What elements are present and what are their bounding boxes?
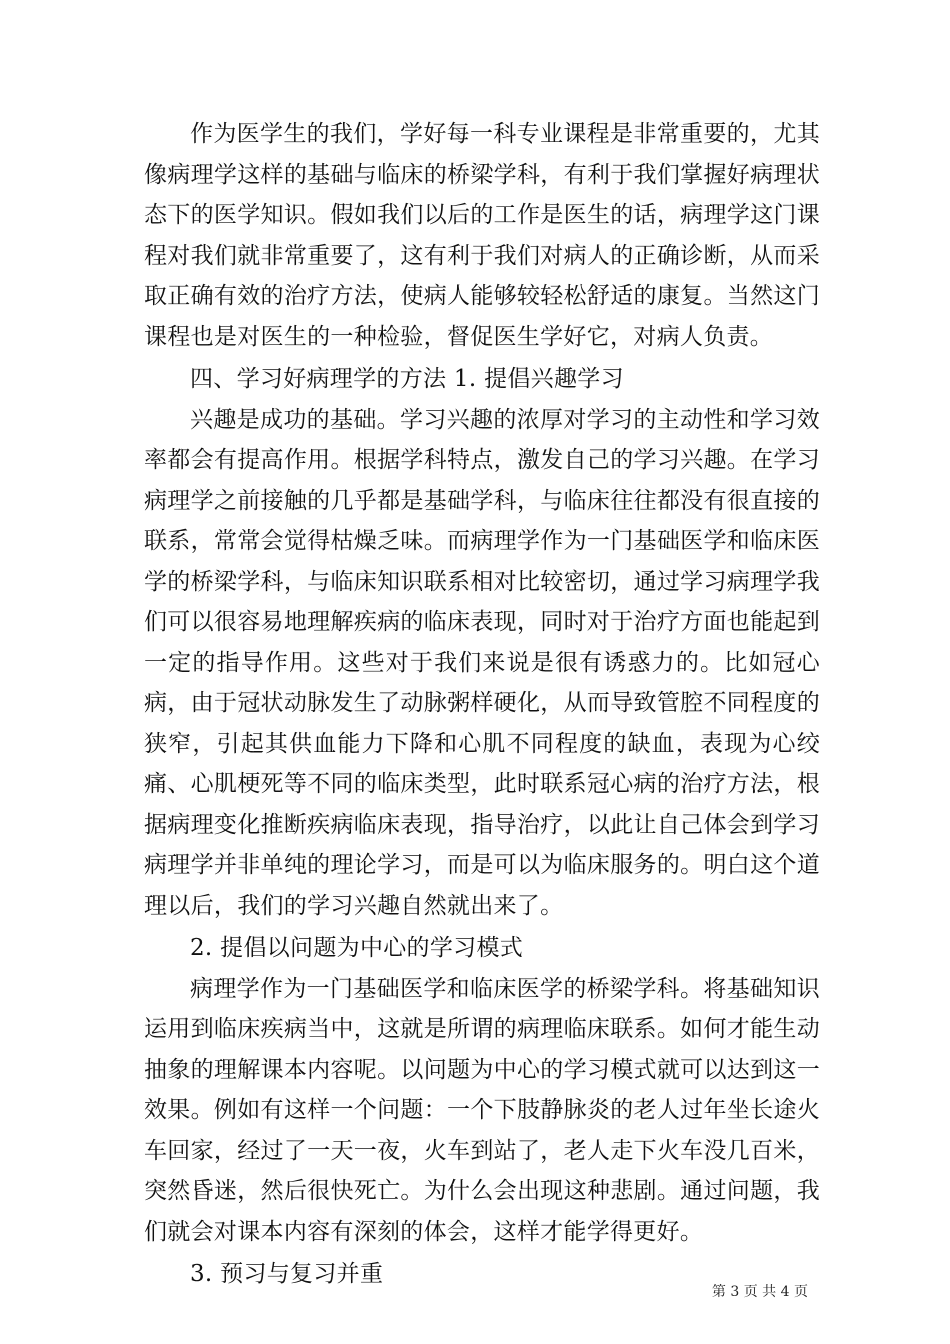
paragraph-intro: 作为医学生的我们，学好每一科专业课程是非常重要的，尤其像病理学这样的基础与临床的桥梁学科，有利于我们掌握好病理状态下的医学知识。假如我们以后的工作是医生的话，病理学这门课程对我们就非常重要了，这有利于我们对病人的正确诊断，从而采取正确有效的治疗方法，使病人能够较轻松舒适的康复。当然这门课程也是对医生的一种检验，督促医生学好它，对病人负责。 [144,121,820,350]
paragraph-interest: 兴趣是成功的基础。学习兴趣的浓厚对学习的主动性和学习效率都会有提高作用。根据学科特点，激发自己的学习兴趣。在学习病理学之前接触的几乎都是基础学科，与临床往往都没有很直接的联系，常常会觉得枯燥乏味。而病理学作为一门基础医学和临床医学的桥梁学科，与临床知识联系相对比较密切，通过学习病理学我们可以很容易地理解疾病的临床表现，同时对于治疗方面也能起到一定的指导作用。这些对于我们来说是很有诱惑力的。比如冠心病，由于冠状动脉发生了动脉粥样硬化，从而导致管腔不同程度的狭窄，引起其供血能力下降和心肌不同程度的缺血，表现为心绞痛、心肌梗死等不同的临床类型，此时联系冠心病的治疗方法，根据病理变化推断疾病临床表现，指导治疗，以此让自己体会到学习病理学并非单纯的理论学习，而是可以为临床服务的。明白这个道理以后，我们的学习兴趣自然就出来了。 [144,406,820,919]
page-number-footer: 第 3 页 共 4 页 [711,1284,808,1300]
subheading-preview-review: 3. 预习与复习并重 [190,1261,384,1287]
section-heading-methods: 四、学习好病理学的方法 1. 提倡兴趣学习 [190,366,624,392]
subheading-problem-based: 2. 提倡以问题为中心的学习模式 [190,935,524,961]
document-body [144,114,820,1295]
paragraph-problem-based: 病理学作为一门基础医学和临床医学的桥梁学科。将基础知识运用到临床疾病当中，这就是所谓的病理临床联系。如何才能生动抽象的理解课本内容呢。以问题为中心的学习模式就可以达到这一效果。例如有这样一个问题：一个下肢静脉炎的老人过年坐长途火车回家，经过了一天一夜，火车到站了，老人走下火车没几百米，突然昏迷，然后很快死亡。为什么会出现这种悲剧。通过问题，我们就会对课本内容有深刻的体会，这样才能学得更好。 [144,975,820,1245]
